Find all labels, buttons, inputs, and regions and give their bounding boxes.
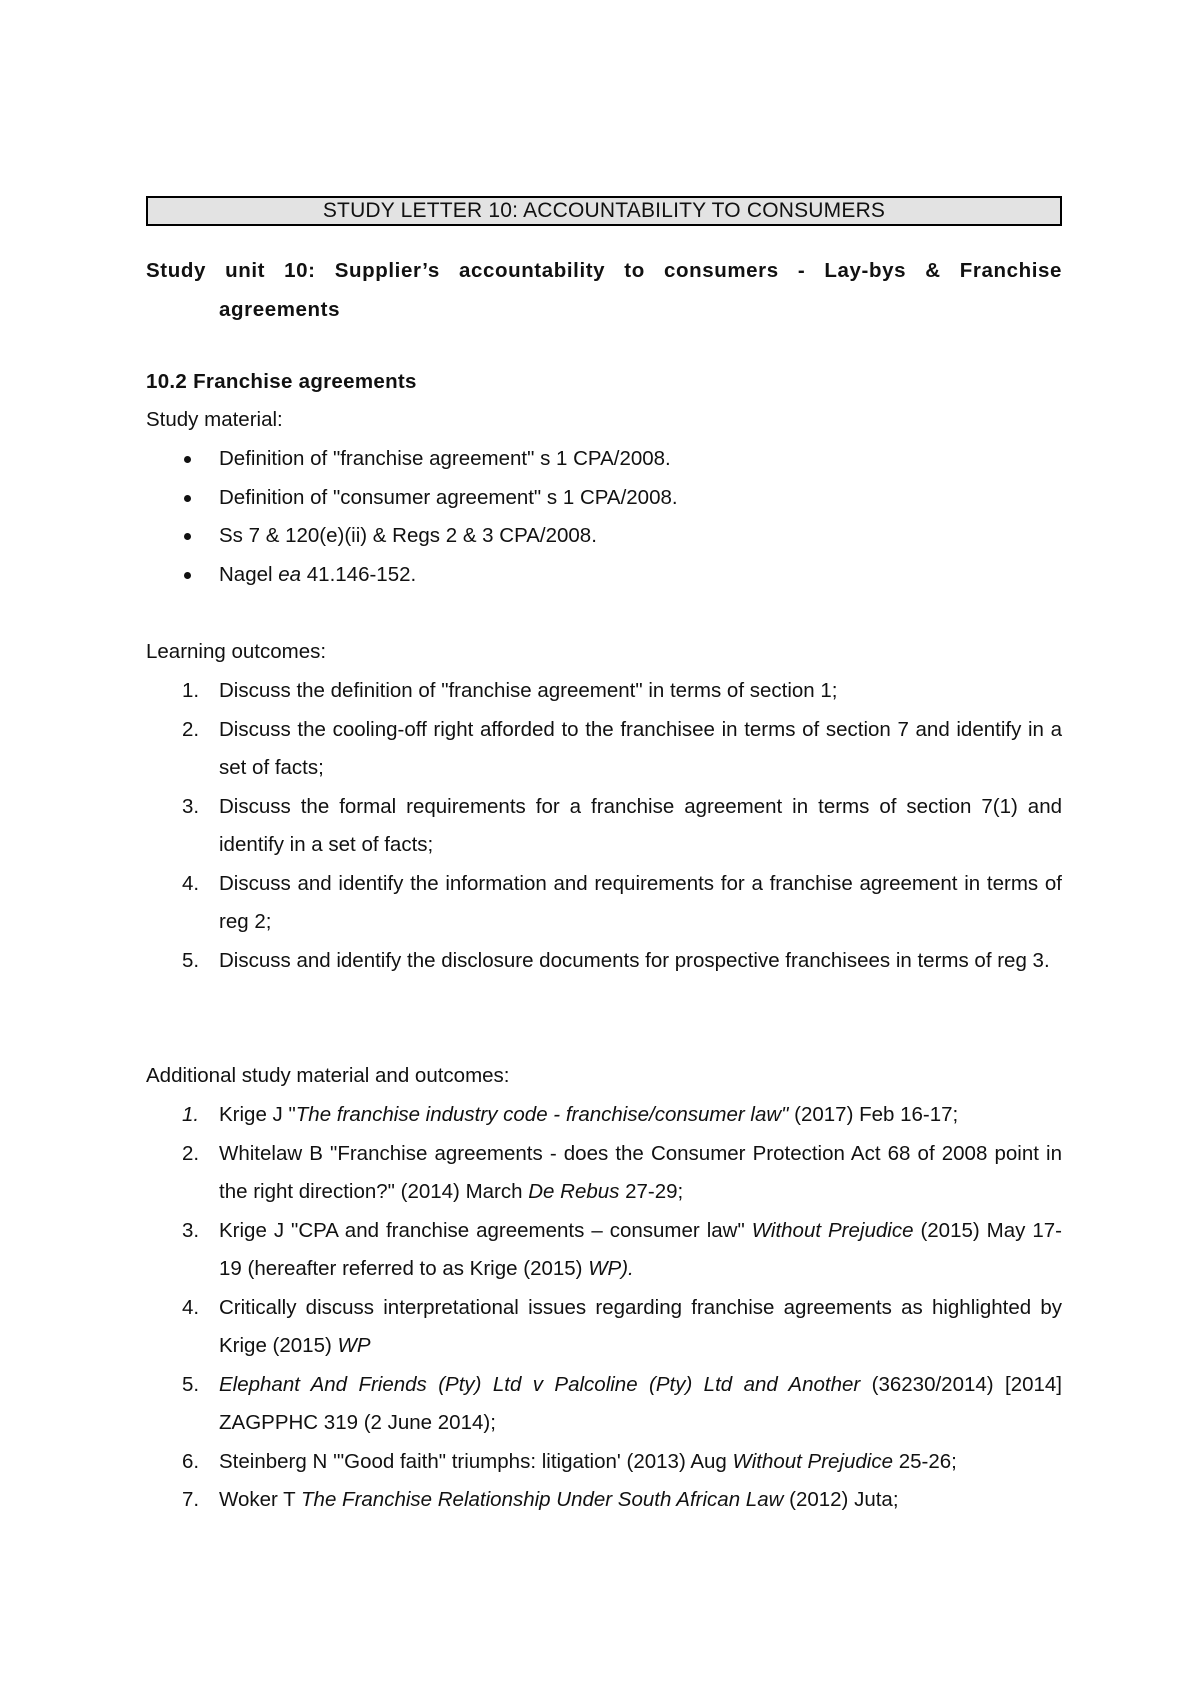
- list-item: [146, 440, 1062, 479]
- list-item: [146, 517, 1062, 556]
- list-item: [146, 1443, 1062, 1482]
- italic-run: WP).: [588, 1257, 634, 1280]
- list-item-text: Ss 7 & 120(e)(ii) & Regs 2 & 3 CPA/2008.: [219, 524, 597, 547]
- list-number: 2.: [182, 717, 200, 741]
- italic-run: The Franchise Relationship Under South African Law: [301, 1488, 784, 1511]
- list-number: 1.: [182, 1103, 200, 1126]
- additional-material-list: [146, 1096, 1062, 1520]
- list-item: [146, 479, 1062, 518]
- italic-run: Elephant And Friends (Pty) Ltd v Palcoline (Pty) Ltd and Another: [219, 1372, 861, 1396]
- text-run: Whitelaw B "Franchise agreements - does the Consumer Protection Act 68 of 2008 point in the right direction?" (2014) March: [219, 1141, 1062, 1203]
- list-item-text: Discuss the definition of "franchise agreement" in terms of section 1;: [219, 679, 838, 702]
- list-number: 6.: [182, 1449, 200, 1473]
- text-run: Krige J ": [219, 1103, 296, 1126]
- study-unit-line-1: Study unit 10: Supplier’s accountability to consumers - Lay-bys & Franchise: [146, 259, 1062, 282]
- text-run: (36230/2014) [2014] ZAGPPHC 319 (2 June 2014);: [219, 1372, 1062, 1434]
- italic-run: De Rebus: [528, 1180, 620, 1203]
- list-item-italic: ea: [278, 562, 302, 586]
- study-material-list: [146, 440, 1062, 594]
- study-unit-line-2: agreements: [219, 297, 341, 321]
- list-item-text: Discuss the cooling-off right afforded to the franchisee in terms of section 7 and identify in a set of facts;: [219, 717, 1062, 779]
- italic-run: The franchise industry code - franchise/consumer law": [295, 1103, 789, 1126]
- list-item: [146, 788, 1062, 865]
- list-item: [146, 1366, 1062, 1443]
- bullet-icon: [184, 572, 191, 579]
- list-item: [146, 1096, 1062, 1135]
- text-run: (2017) Feb 16-17;: [788, 1103, 959, 1126]
- list-number: 7.: [182, 1488, 200, 1511]
- list-item: [146, 556, 1062, 595]
- text-run: Steinberg N '"Good faith" triumphs: litigation' (2013) Aug: [219, 1449, 733, 1473]
- list-number: 4.: [182, 871, 200, 895]
- list-number: 5.: [182, 1372, 200, 1396]
- list-item: [146, 711, 1062, 788]
- learning-outcomes-list: [146, 672, 1062, 980]
- bullet-icon: [184, 495, 191, 502]
- list-item-text: Definition of "consumer agreement" s 1 CPA/2008.: [219, 485, 678, 509]
- list-item: [146, 1289, 1062, 1366]
- list-number: 3.: [182, 1218, 200, 1242]
- italic-run: Without Prejudice: [732, 1449, 894, 1473]
- list-item-text: Definition of "franchise agreement" s 1 CPA/2008.: [219, 447, 671, 470]
- list-item-text: 41.146-152.: [301, 562, 417, 586]
- bullet-icon: [184, 533, 191, 540]
- list-item: [146, 1135, 1062, 1212]
- list-item: [146, 672, 1062, 711]
- text-run: Critically discuss interpretational issues regarding franchise agreements as highlighted by Krige (2015): [219, 1295, 1062, 1357]
- list-number: 4.: [182, 1295, 200, 1319]
- text-run: (2015) May 17-19 (hereafter referred to as Krige (2015): [219, 1218, 1063, 1280]
- list-number: 3.: [182, 794, 200, 818]
- list-item: [146, 1481, 1062, 1520]
- list-item: [146, 865, 1062, 942]
- list-item-text: Discuss the formal requirements for a franchise agreement in terms of section 7(1) and identify in a set of facts;: [219, 794, 1062, 856]
- list-number: 2.: [182, 1141, 200, 1165]
- list-item: [146, 1212, 1062, 1289]
- list-item-text: Discuss and identify the information and requirements for a franchise agreement in terms of reg 2;: [219, 871, 1062, 933]
- text-run: 25-26;: [893, 1449, 957, 1473]
- text-run: Woker T: [219, 1488, 302, 1511]
- list-item-text: Nagel: [219, 562, 279, 586]
- list-number: 5.: [182, 948, 200, 972]
- study-unit-heading: [146, 252, 1062, 329]
- list-item-text: Discuss and identify the disclosure documents for prospective franchisees in terms of reg 3.: [219, 948, 1050, 972]
- learning-outcomes-label: Learning outcomes:: [146, 640, 327, 663]
- bullet-icon: [184, 456, 191, 463]
- italic-run: Without Prejudice: [751, 1218, 914, 1242]
- additional-material-label: Additional study material and outcomes:: [146, 1064, 510, 1087]
- list-number: 1.: [182, 679, 200, 702]
- text-run: Krige J "CPA and franchise agreements – consumer law": [219, 1218, 752, 1242]
- italic-run: WP: [337, 1334, 371, 1357]
- text-run: (2012) Juta;: [783, 1488, 899, 1511]
- section-heading: 10.2 Franchise agreements: [146, 370, 417, 393]
- study-letter-title: STUDY LETTER 10: ACCOUNTABILITY TO CONSUMERS: [146, 196, 1062, 226]
- list-item: [146, 942, 1062, 981]
- text-run: 27-29;: [619, 1180, 684, 1203]
- study-material-label: Study material:: [146, 408, 283, 431]
